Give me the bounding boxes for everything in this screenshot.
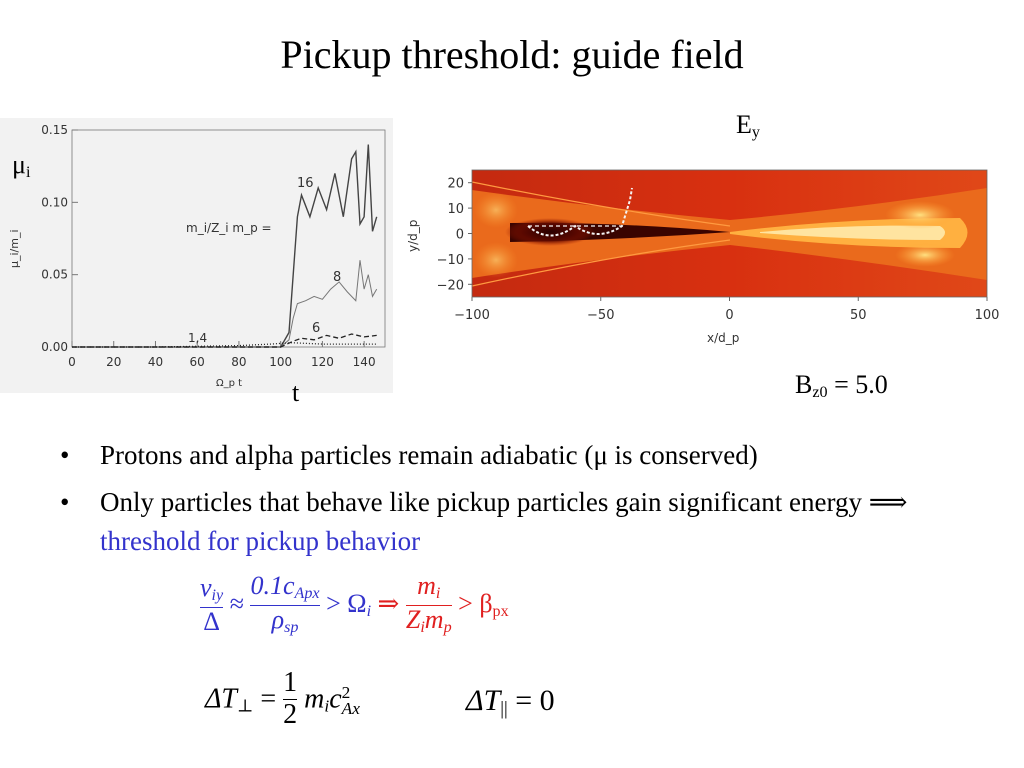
ey-label: [736, 110, 760, 142]
eq1-num2: [250, 572, 319, 603]
ey-xtick-label: −100: [454, 308, 490, 323]
ey-xtick-label: 100: [974, 308, 1000, 323]
eq2-half: [283, 668, 297, 734]
mu-plot: [0, 118, 393, 393]
mu-xtick-label: 20: [106, 355, 122, 369]
mu-xtick-label: 120: [310, 355, 334, 369]
eq2-c: c: [329, 683, 342, 715]
eq1-den2-sub: sp: [284, 618, 299, 636]
eq1-omega-sub: i: [366, 603, 372, 621]
eq2-equals: =: [260, 683, 277, 715]
ey-ytick-label: −10: [436, 252, 464, 268]
bullet-item: [58, 436, 958, 475]
eq1-num3-m: m: [417, 571, 436, 600]
eq1-beta: β: [479, 589, 493, 619]
bullet-text: Protons and alpha particles remain adiabatic (μ is conserved): [100, 440, 758, 470]
eq2-m: m: [304, 683, 325, 715]
bullet-dot: •: [60, 440, 70, 470]
ey-field-svg: [400, 160, 1000, 355]
eq1-blue-part: [200, 571, 378, 636]
mu-xtick-label: 60: [189, 355, 205, 369]
bz0-label: [795, 370, 888, 402]
eq3-lhs: ΔT: [466, 684, 501, 717]
eq1-num1-v: v: [200, 572, 212, 602]
mu-plot-svg: [0, 118, 393, 393]
bullet-list: [58, 436, 958, 569]
eq1-den2: [250, 605, 319, 637]
eq2-c-sup: 2: [341, 683, 351, 703]
bullet-highlight: threshold for pickup behavior: [100, 526, 421, 556]
eq2-c-scripts: [342, 685, 360, 716]
eq1-frac-mass: [406, 572, 452, 641]
eq1-beta-sub: px: [492, 603, 509, 621]
mu-ytick-label: 0.10: [41, 195, 68, 210]
ey-ytick-label: 10: [447, 202, 464, 218]
time-caption: t: [292, 378, 300, 407]
curve-label-16: 16: [297, 176, 314, 191]
eq1-gt2: >: [458, 589, 473, 619]
field-heatmap: [472, 170, 987, 297]
eq2-c-sub: Ax: [341, 698, 360, 718]
parallel-heating-equation: [466, 684, 555, 721]
eq1-den3-m: m: [424, 604, 444, 634]
mu-ytick-label: 0.15: [41, 123, 68, 137]
eq3-lhs-sub: ||: [500, 698, 508, 720]
mu-sub: i: [25, 164, 31, 182]
curve-label-1-4: 1,4: [188, 331, 208, 345]
ey-symbol: E: [736, 110, 752, 139]
eq1-num2-c: 0.1c: [250, 571, 295, 600]
eq1-den1: Δ: [200, 607, 223, 635]
bullet-item: [58, 483, 958, 561]
implies-arrow: ⟹: [868, 487, 908, 517]
mu-ylabel: μ_i/m_i: [8, 229, 21, 268]
mu-ytick-label: 0.05: [41, 267, 68, 282]
mu-corner-label: [12, 150, 30, 182]
slide-title: Pickup threshold: guide field: [280, 32, 744, 77]
mu-plot-frame: [72, 130, 385, 347]
mu-ytick-label: 0.00: [41, 340, 68, 354]
curve-label-6: 6: [312, 321, 321, 336]
eq1-num3-sub: i: [435, 585, 441, 603]
eq1-approx: ≈: [229, 589, 244, 619]
eq2-lhs-sub: ⊥: [237, 696, 254, 716]
mu-xtick-label: 140: [352, 355, 376, 369]
eq1-implies: ⇒: [377, 589, 400, 619]
mu-symbol: μ: [12, 150, 26, 179]
bz0-sub: z0: [812, 384, 828, 402]
pickup-threshold-equation: [200, 572, 509, 641]
ey-ytick-label: −20: [436, 278, 464, 294]
mu-xtick-label: 80: [231, 355, 247, 369]
perp-heating-equation: [205, 668, 360, 734]
eq1-num1-sub: iy: [211, 586, 224, 604]
ey-field-plot: [400, 160, 1000, 355]
eq1-num2-sub: Apx: [294, 585, 320, 603]
mu-xtick-label: 40: [147, 355, 164, 369]
eq1-den3: [406, 605, 452, 637]
eq1-num1: [200, 574, 223, 605]
ey-xtick-label: 50: [849, 308, 867, 323]
eq3-rest: = 0: [507, 684, 555, 717]
bullet-dot: •: [60, 487, 70, 517]
eq1-den3-z-sub: i: [420, 618, 425, 636]
ey-sub: y: [751, 124, 760, 142]
eq1-den3-z: Z: [405, 604, 421, 634]
ey-ytick-label: 0: [455, 227, 464, 243]
mu-series-line: [72, 145, 377, 348]
curve-label-8: 8: [333, 270, 342, 285]
ey-xlabel: x/d_p: [707, 331, 740, 345]
ey-ylabel: y/d_p: [406, 219, 420, 252]
eq1-gt-omega: > Ω: [326, 589, 367, 619]
mu-xlabel: Ω_p t: [216, 378, 243, 389]
bz0-symbol: B: [795, 370, 813, 399]
eq1-frac-c: [250, 572, 319, 641]
eq2-den: 2: [283, 699, 298, 731]
bullet-text: Only particles that behave like pickup particles gain significant energy: [100, 487, 862, 517]
mu-series-line: [72, 334, 377, 347]
ey-xtick-label: −50: [587, 308, 615, 323]
mu-xtick-label: 100: [269, 355, 293, 369]
eq1-num3: [406, 572, 452, 603]
eq2-num: 1: [283, 667, 298, 698]
ey-xtick-label: 0: [725, 308, 734, 323]
eq2-lhs: ΔT: [205, 683, 238, 715]
eq1-red-part: [377, 571, 509, 636]
eq1-den2-rho: ρ: [271, 604, 285, 634]
mu-series-line: [72, 260, 377, 347]
legend-text: m_i/Z_i m_p =: [186, 221, 272, 235]
eq2-m-sub: i: [324, 696, 330, 716]
mu-xtick-label: 0: [68, 355, 76, 369]
ey-ytick-label: 20: [447, 176, 464, 192]
eq1-frac-v: [200, 574, 223, 639]
bz0-value: = 5.0: [827, 370, 888, 399]
eq1-den3-m-sub: p: [443, 618, 452, 636]
